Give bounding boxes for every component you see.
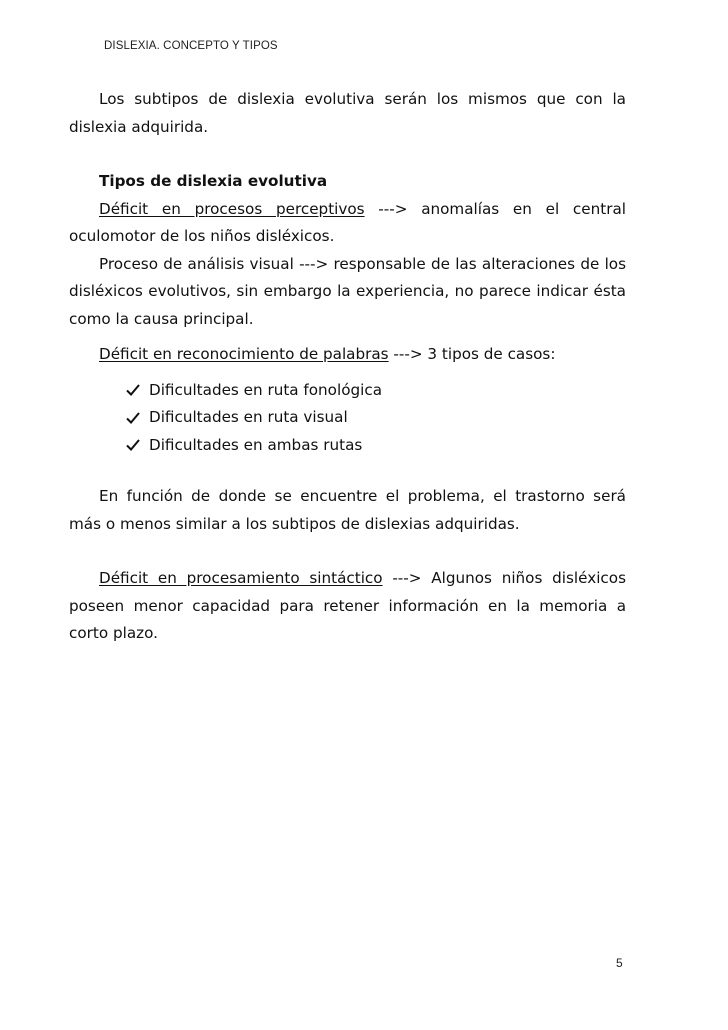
checklist-item-label: Dificultades en ambas rutas xyxy=(149,435,363,454)
reconocimiento-text: ---> 3 tipos de casos: xyxy=(388,345,556,363)
checkmark-icon xyxy=(126,432,142,459)
reconocimiento-label: Déficit en reconocimiento de palabras xyxy=(99,345,389,363)
document-body xyxy=(69,86,626,648)
section-title: Tipos de dislexia evolutiva xyxy=(99,172,328,190)
sintactico-text: ---> Algunos niños disléxicos poseen menor capacidad para retener información en la memoria a corto plazo. xyxy=(69,569,626,642)
sintactico-label: Déficit en procesamiento sintáctico xyxy=(99,569,383,587)
sintactico-paragraph xyxy=(69,565,626,648)
perceptivos-text: ---> anomalías en el central oculomotor de los niños disléxicos. xyxy=(69,199,626,245)
checklist-item xyxy=(126,377,626,405)
perceptivos-paragraph xyxy=(69,196,626,251)
funcion-paragraph: En función de donde se encuentre el problema, el trastorno será más o menos similar a los subtipos de dislexias adquiridas. xyxy=(69,487,626,533)
cases-checklist xyxy=(69,377,626,460)
reconocimiento-paragraph xyxy=(69,341,626,369)
checkmark-icon xyxy=(126,377,142,404)
checkmark-icon xyxy=(126,404,142,431)
perceptivos-label: Déficit en procesos perceptivos xyxy=(99,199,365,218)
checklist-item xyxy=(126,432,626,460)
page-number: 5 xyxy=(616,956,623,970)
checklist-item-label: Dificultades en ruta visual xyxy=(149,408,348,426)
checklist-item-label: Dificultades en ruta fonológica xyxy=(149,380,383,399)
intro-paragraph: Los subtipos de dislexia evolutiva serán los mismos que con la dislexia adquirida. xyxy=(69,90,626,136)
visual-paragraph: Proceso de análisis visual ---> responsable de las alteraciones de los disléxicos evolutivos, sin embargo la experiencia, no parece indicar ésta como la causa principal. xyxy=(69,254,626,328)
page-header: DISLEXIA. CONCEPTO Y TIPOS xyxy=(104,40,278,52)
checklist-item xyxy=(126,404,626,432)
